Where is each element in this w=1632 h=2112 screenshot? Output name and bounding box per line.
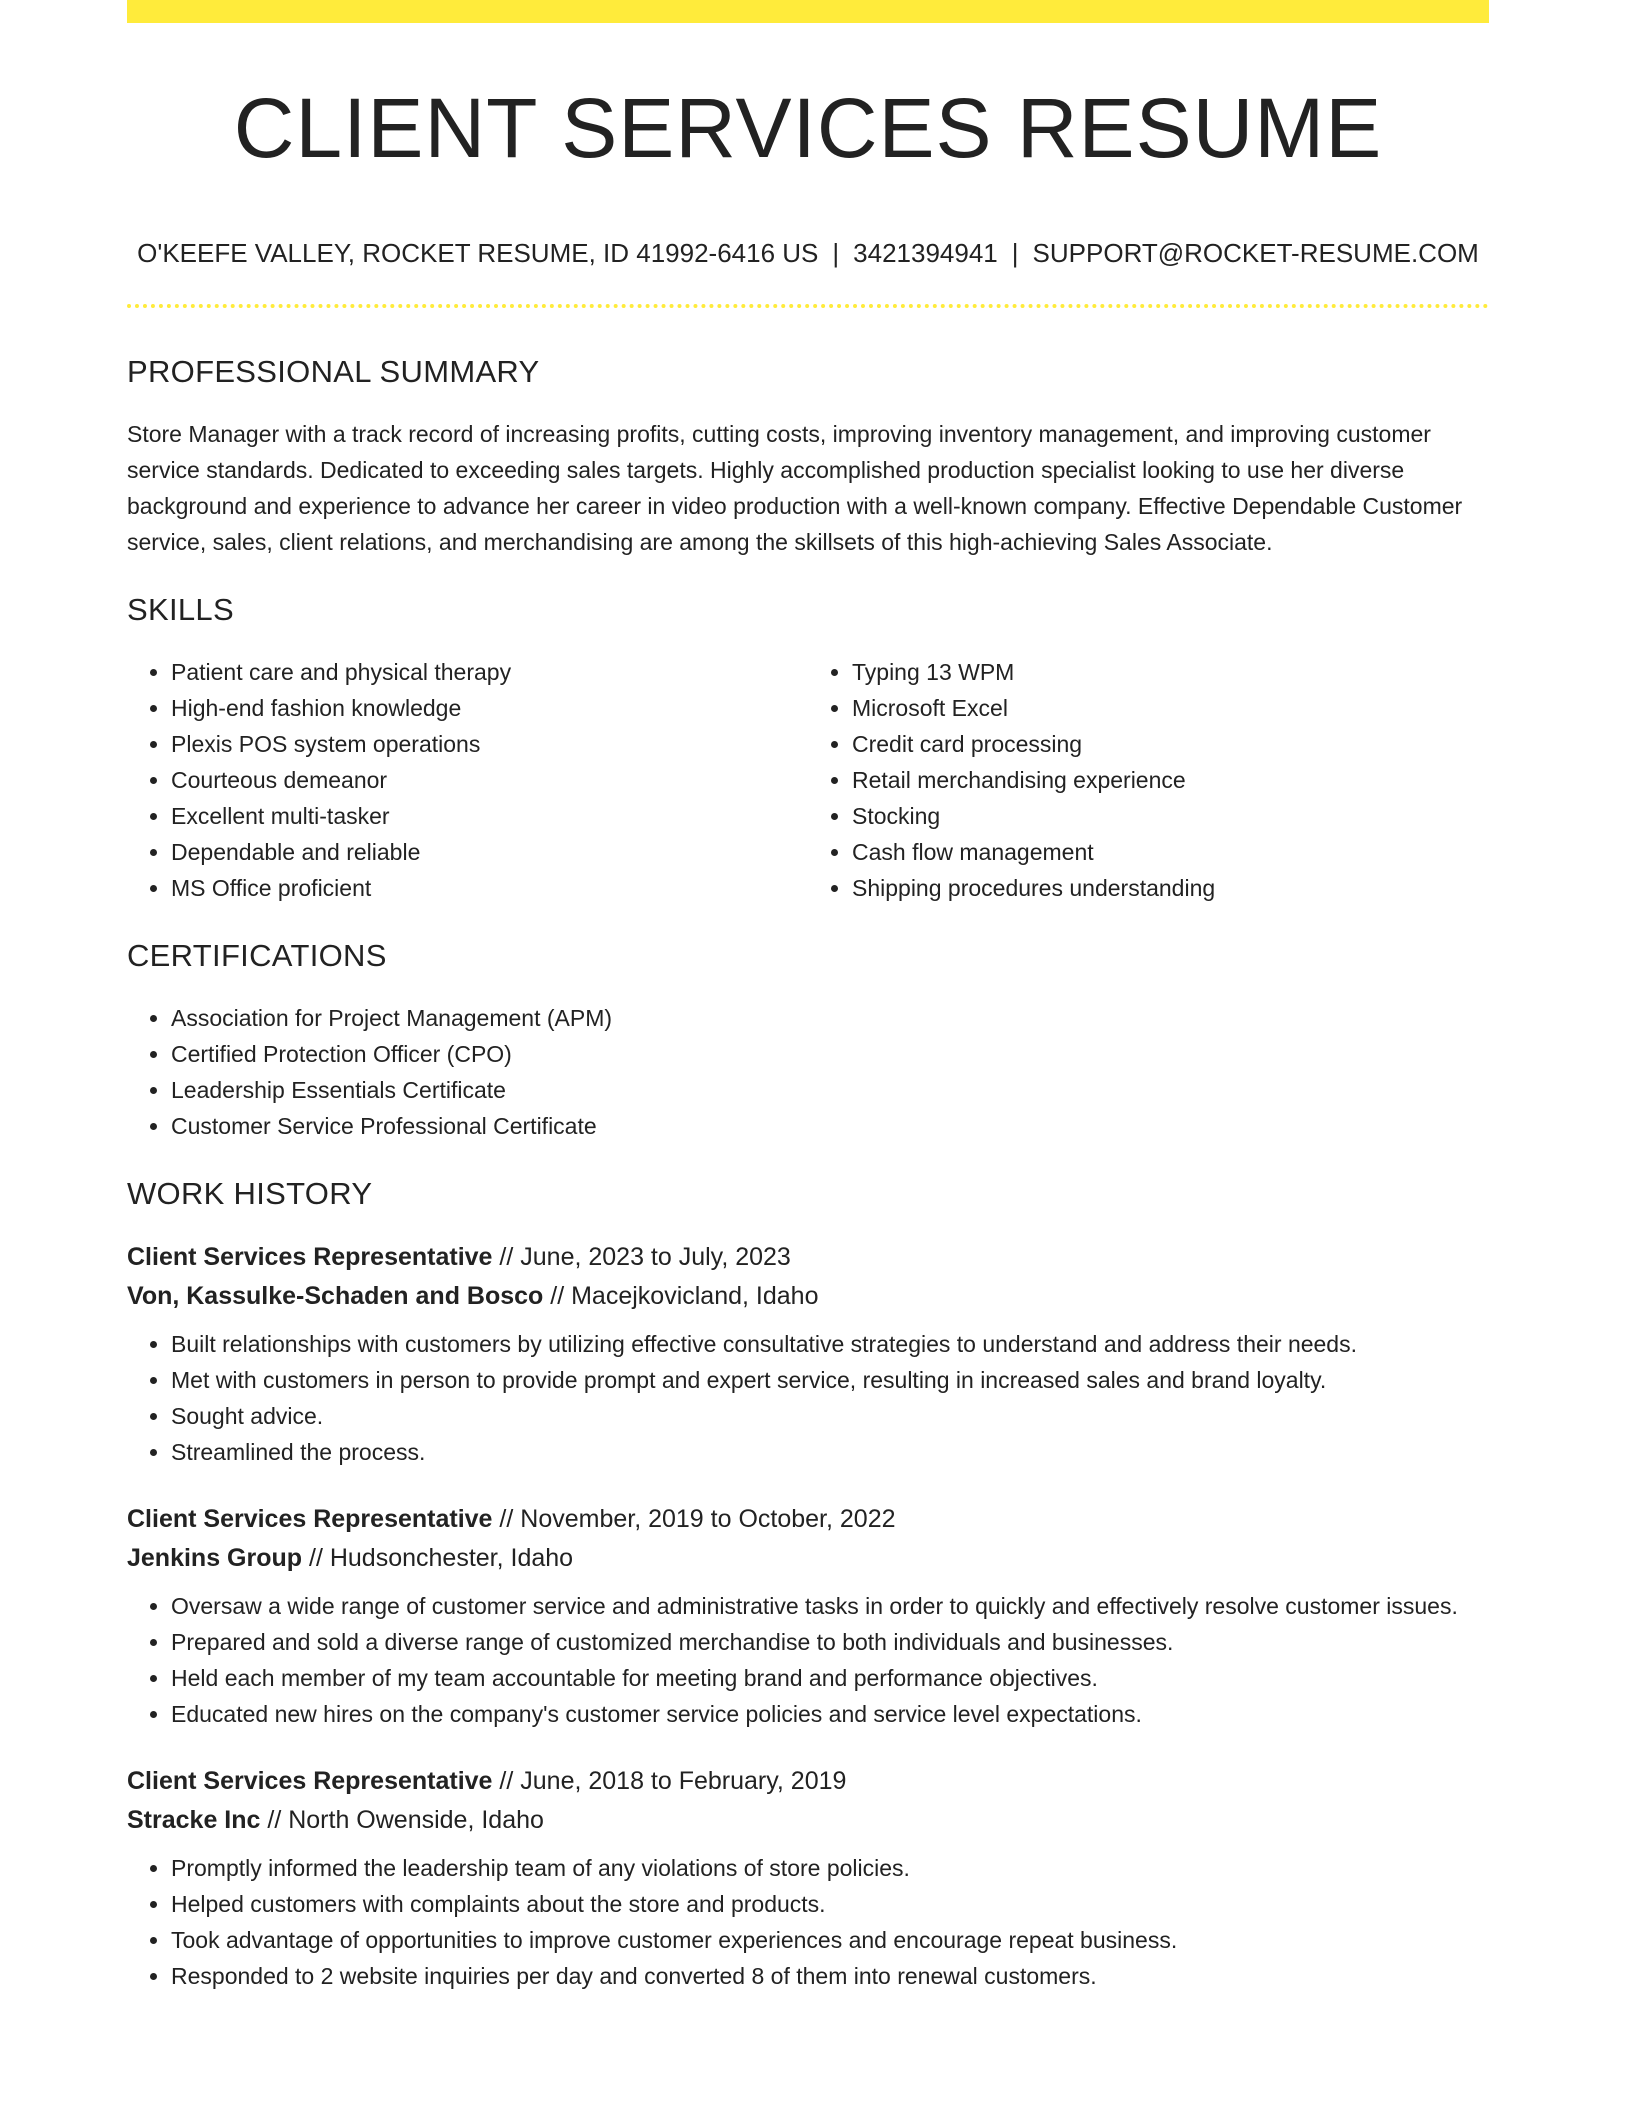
job-bullet: • Educated new hires on the company's customer service policies and service level expectations. <box>171 1696 1489 1732</box>
certifications-section <box>127 936 1489 1144</box>
job-bullet: • Streamlined the process. <box>171 1434 1489 1470</box>
job-entry <box>127 1238 1489 1470</box>
summary-section <box>127 352 1489 560</box>
skills-heading: SKILLS <box>127 592 234 627</box>
skill-item: • MS Office proficient <box>171 870 808 906</box>
contact-email: SUPPORT@ROCKET-RESUME.COM <box>1032 238 1479 268</box>
job-dates: // June, 2018 to February, 2019 <box>499 1767 847 1795</box>
skill-item: • High-end fashion knowledge <box>171 690 808 726</box>
job-location: // Macejkovicland, Idaho <box>550 1282 819 1310</box>
job-company-line <box>127 1277 1489 1316</box>
certification-item: • Customer Service Professional Certificate <box>171 1108 1489 1144</box>
job-bullet: • Sought advice. <box>171 1398 1489 1434</box>
contact-phone: 3421394941 <box>853 238 998 268</box>
job-title: Client Services Representative <box>127 1243 493 1271</box>
contact-separator: | <box>832 238 840 268</box>
job-bullets <box>127 1850 1489 1994</box>
skill-item: • Typing 13 WPM <box>852 654 1489 690</box>
job-bullets <box>127 1326 1489 1470</box>
certification-item: • Association for Project Management (APM) <box>171 1000 1489 1036</box>
job-company: Jenkins Group <box>127 1544 303 1572</box>
skill-item: • Shipping procedures understanding <box>852 870 1489 906</box>
skill-item: • Courteous demeanor <box>171 762 808 798</box>
job-bullet: • Built relationships with customers by utilizing effective consultative strategies to understand and address their needs. <box>171 1326 1489 1362</box>
skill-item: • Patient care and physical therapy <box>171 654 808 690</box>
resume-body <box>127 352 1489 2024</box>
skill-item: • Cash flow management <box>852 834 1489 870</box>
certifications-list <box>127 1000 1489 1144</box>
certifications-heading: CERTIFICATIONS <box>127 938 387 973</box>
job-location: // Hudsonchester, Idaho <box>309 1544 574 1572</box>
summary-heading: PROFESSIONAL SUMMARY <box>127 354 540 389</box>
job-bullet: • Met with customers in person to provide prompt and expert service, resulting in increased sales and brand loyalty. <box>171 1362 1489 1398</box>
skill-item: • Microsoft Excel <box>852 690 1489 726</box>
job-bullet: • Prepared and sold a diverse range of customized merchandise to both individuals and businesses. <box>171 1624 1489 1660</box>
job-bullets <box>127 1588 1489 1732</box>
job-entry <box>127 1762 1489 1994</box>
job-company-line <box>127 1539 1489 1578</box>
skill-item: • Credit card processing <box>852 726 1489 762</box>
skill-item: • Plexis POS system operations <box>171 726 808 762</box>
job-company: Von, Kassulke-Schaden and Bosco <box>127 1282 544 1310</box>
skill-item: • Stocking <box>852 798 1489 834</box>
job-title: Client Services Representative <box>127 1767 493 1795</box>
skill-item: • Dependable and reliable <box>171 834 808 870</box>
job-location: // North Owenside, Idaho <box>267 1806 544 1834</box>
accent-top-bar <box>127 0 1489 23</box>
resume-title: CLIENT SERVICES RESUME <box>233 81 1383 175</box>
job-entry <box>127 1500 1489 1732</box>
skills-list-left <box>127 654 808 906</box>
job-title-line <box>127 1500 1489 1539</box>
job-company: Stracke Inc <box>127 1806 261 1834</box>
skill-item: • Excellent multi-tasker <box>171 798 808 834</box>
certification-item: • Certified Protection Officer (CPO) <box>171 1036 1489 1072</box>
job-bullet: • Oversaw a wide range of customer service and administrative tasks in order to quickly and effectively resolve customer issues. <box>171 1588 1489 1624</box>
job-title-line <box>127 1238 1489 1277</box>
job-bullet: • Took advantage of opportunities to improve customer experiences and encourage repeat business. <box>171 1922 1489 1958</box>
job-bullet: • Responded to 2 website inquiries per day and converted 8 of them into renewal customers. <box>171 1958 1489 1994</box>
contact-address: O'KEEFE VALLEY, ROCKET RESUME, ID 41992-6416 US <box>137 238 819 268</box>
job-title-line <box>127 1762 1489 1801</box>
work-history-section <box>127 1174 1489 1994</box>
job-bullet: • Promptly informed the leadership team of any violations of store policies. <box>171 1850 1489 1886</box>
job-bullet: • Helped customers with complaints about the store and products. <box>171 1886 1489 1922</box>
work-history-heading: WORK HISTORY <box>127 1176 373 1211</box>
job-title: Client Services Representative <box>127 1505 493 1533</box>
certification-item: • Leadership Essentials Certificate <box>171 1072 1489 1108</box>
skills-section <box>127 590 1489 906</box>
jobs-container <box>127 1238 1489 1994</box>
skills-list-right <box>808 654 1489 906</box>
job-dates: // June, 2023 to July, 2023 <box>499 1243 791 1271</box>
skills-columns <box>127 654 1489 906</box>
contact-separator: | <box>1011 238 1019 268</box>
job-bullet: • Held each member of my team accountable for meeting brand and performance objectives. <box>171 1660 1489 1696</box>
dotted-divider <box>127 304 1489 308</box>
job-company-line <box>127 1801 1489 1840</box>
skill-item: • Retail merchandising experience <box>852 762 1489 798</box>
summary-text: Store Manager with a track record of increasing profits, cutting costs, improving inventory management, and improving customer service standards. Dedicated to exceeding sales targets. Highly accomplished production specialist looking to use her diverse background and experience to advance her career in video production with a well-known company. Effective Dependable Customer service, sales, client relations, and merchandising are among the skillsets of this high-achieving Sales Associate. <box>127 421 1463 555</box>
contact-line <box>127 236 1489 270</box>
job-dates: // November, 2019 to October, 2022 <box>499 1505 896 1533</box>
